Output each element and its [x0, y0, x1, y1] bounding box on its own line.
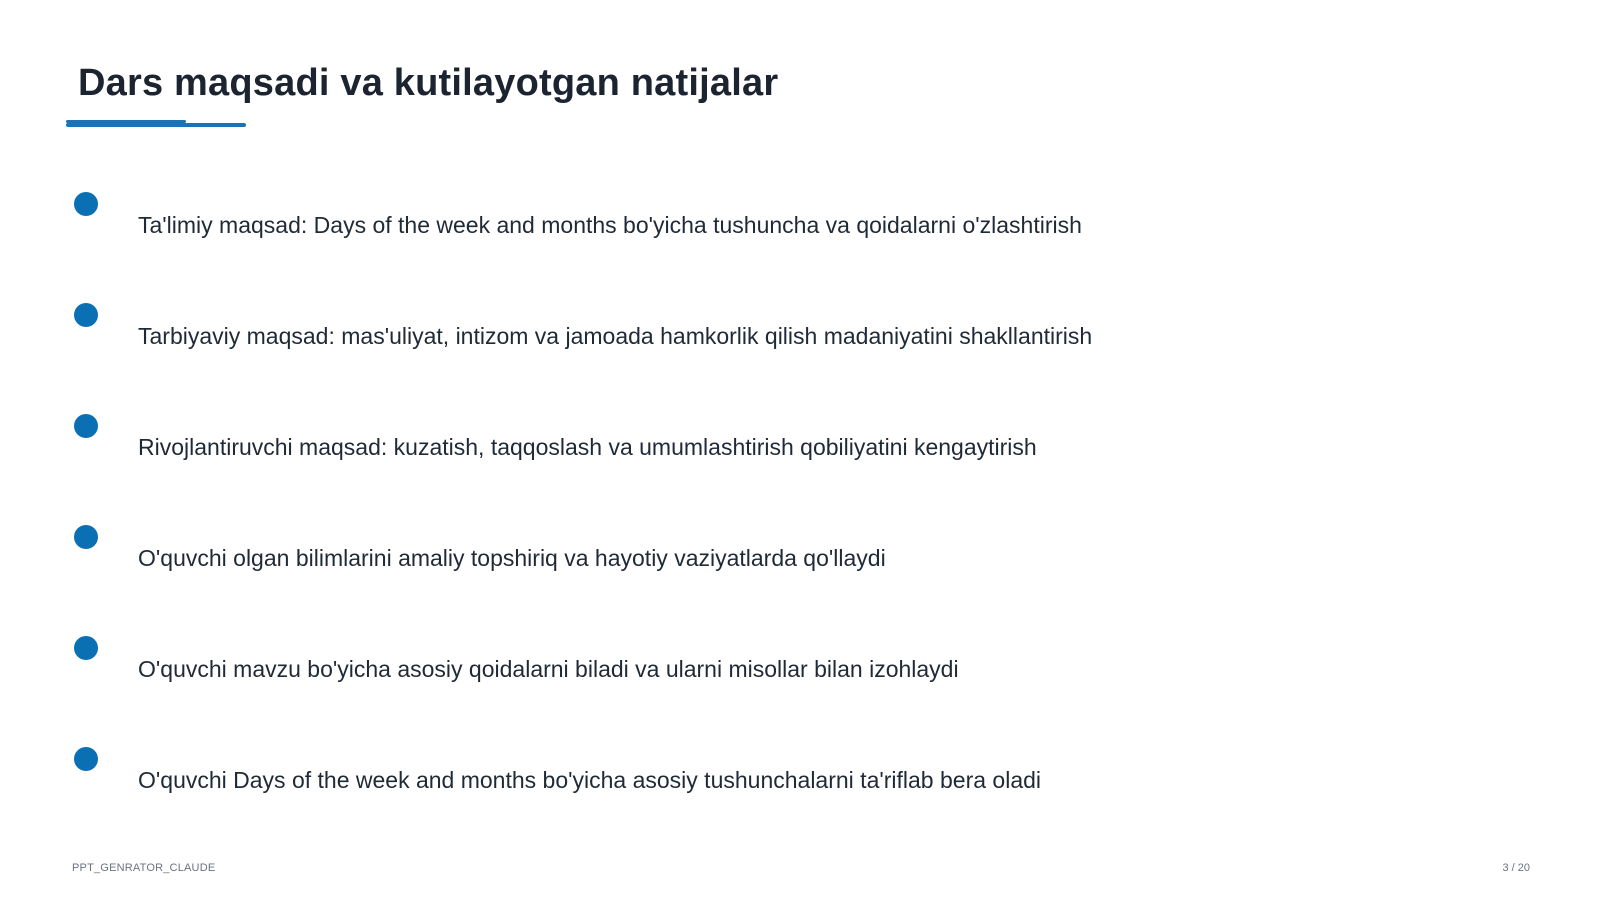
list-item — [0, 414, 1600, 484]
bullet-text: O'quvchi mavzu bo'yicha asosiy qoidalarni biladi va ularni misollar bilan izohlaydi — [138, 656, 959, 682]
bullet-dot-icon — [74, 636, 98, 660]
bullet-text: Tarbiyaviy maqsad: mas'uliyat, intizom va jamoada hamkorlik qilish madaniyatini shakllantirish — [138, 323, 1093, 349]
bullet-dot-icon — [74, 525, 98, 549]
list-item — [0, 747, 1600, 817]
list-item — [0, 636, 1600, 706]
bullet-text: Rivojlantiruvchi maqsad: kuzatish, taqqoslash va umumlashtirish qobiliyatini kengaytirish — [138, 434, 1037, 460]
bullet-text: O'quvchi olgan bilimlarini amaliy topshiriq va hayotiy vaziyatlarda qo'llaydi — [138, 545, 886, 571]
bullet-dot-icon — [74, 192, 98, 216]
list-item — [0, 525, 1600, 595]
page-indicator: 3 / 20 — [1502, 862, 1530, 874]
list-item — [0, 303, 1600, 373]
list-item — [0, 192, 1600, 262]
bullet-dot-icon — [74, 414, 98, 438]
footer-source-label: PPT_GENRATOR_CLAUDE — [72, 862, 216, 874]
bullet-text: O'quvchi Days of the week and months bo'yicha asosiy tushunchalarni ta'riflab bera oladi — [138, 767, 1042, 793]
bullet-dot-icon — [74, 303, 98, 327]
bullet-text: Ta'limiy maqsad: Days of the week and months bo'yicha tushuncha va qoidalarni o'zlashtirish — [138, 212, 1082, 238]
bullet-dot-icon — [74, 747, 98, 771]
slide-title: Dars maqsadi va kutilayotgan natijalar — [78, 62, 779, 104]
